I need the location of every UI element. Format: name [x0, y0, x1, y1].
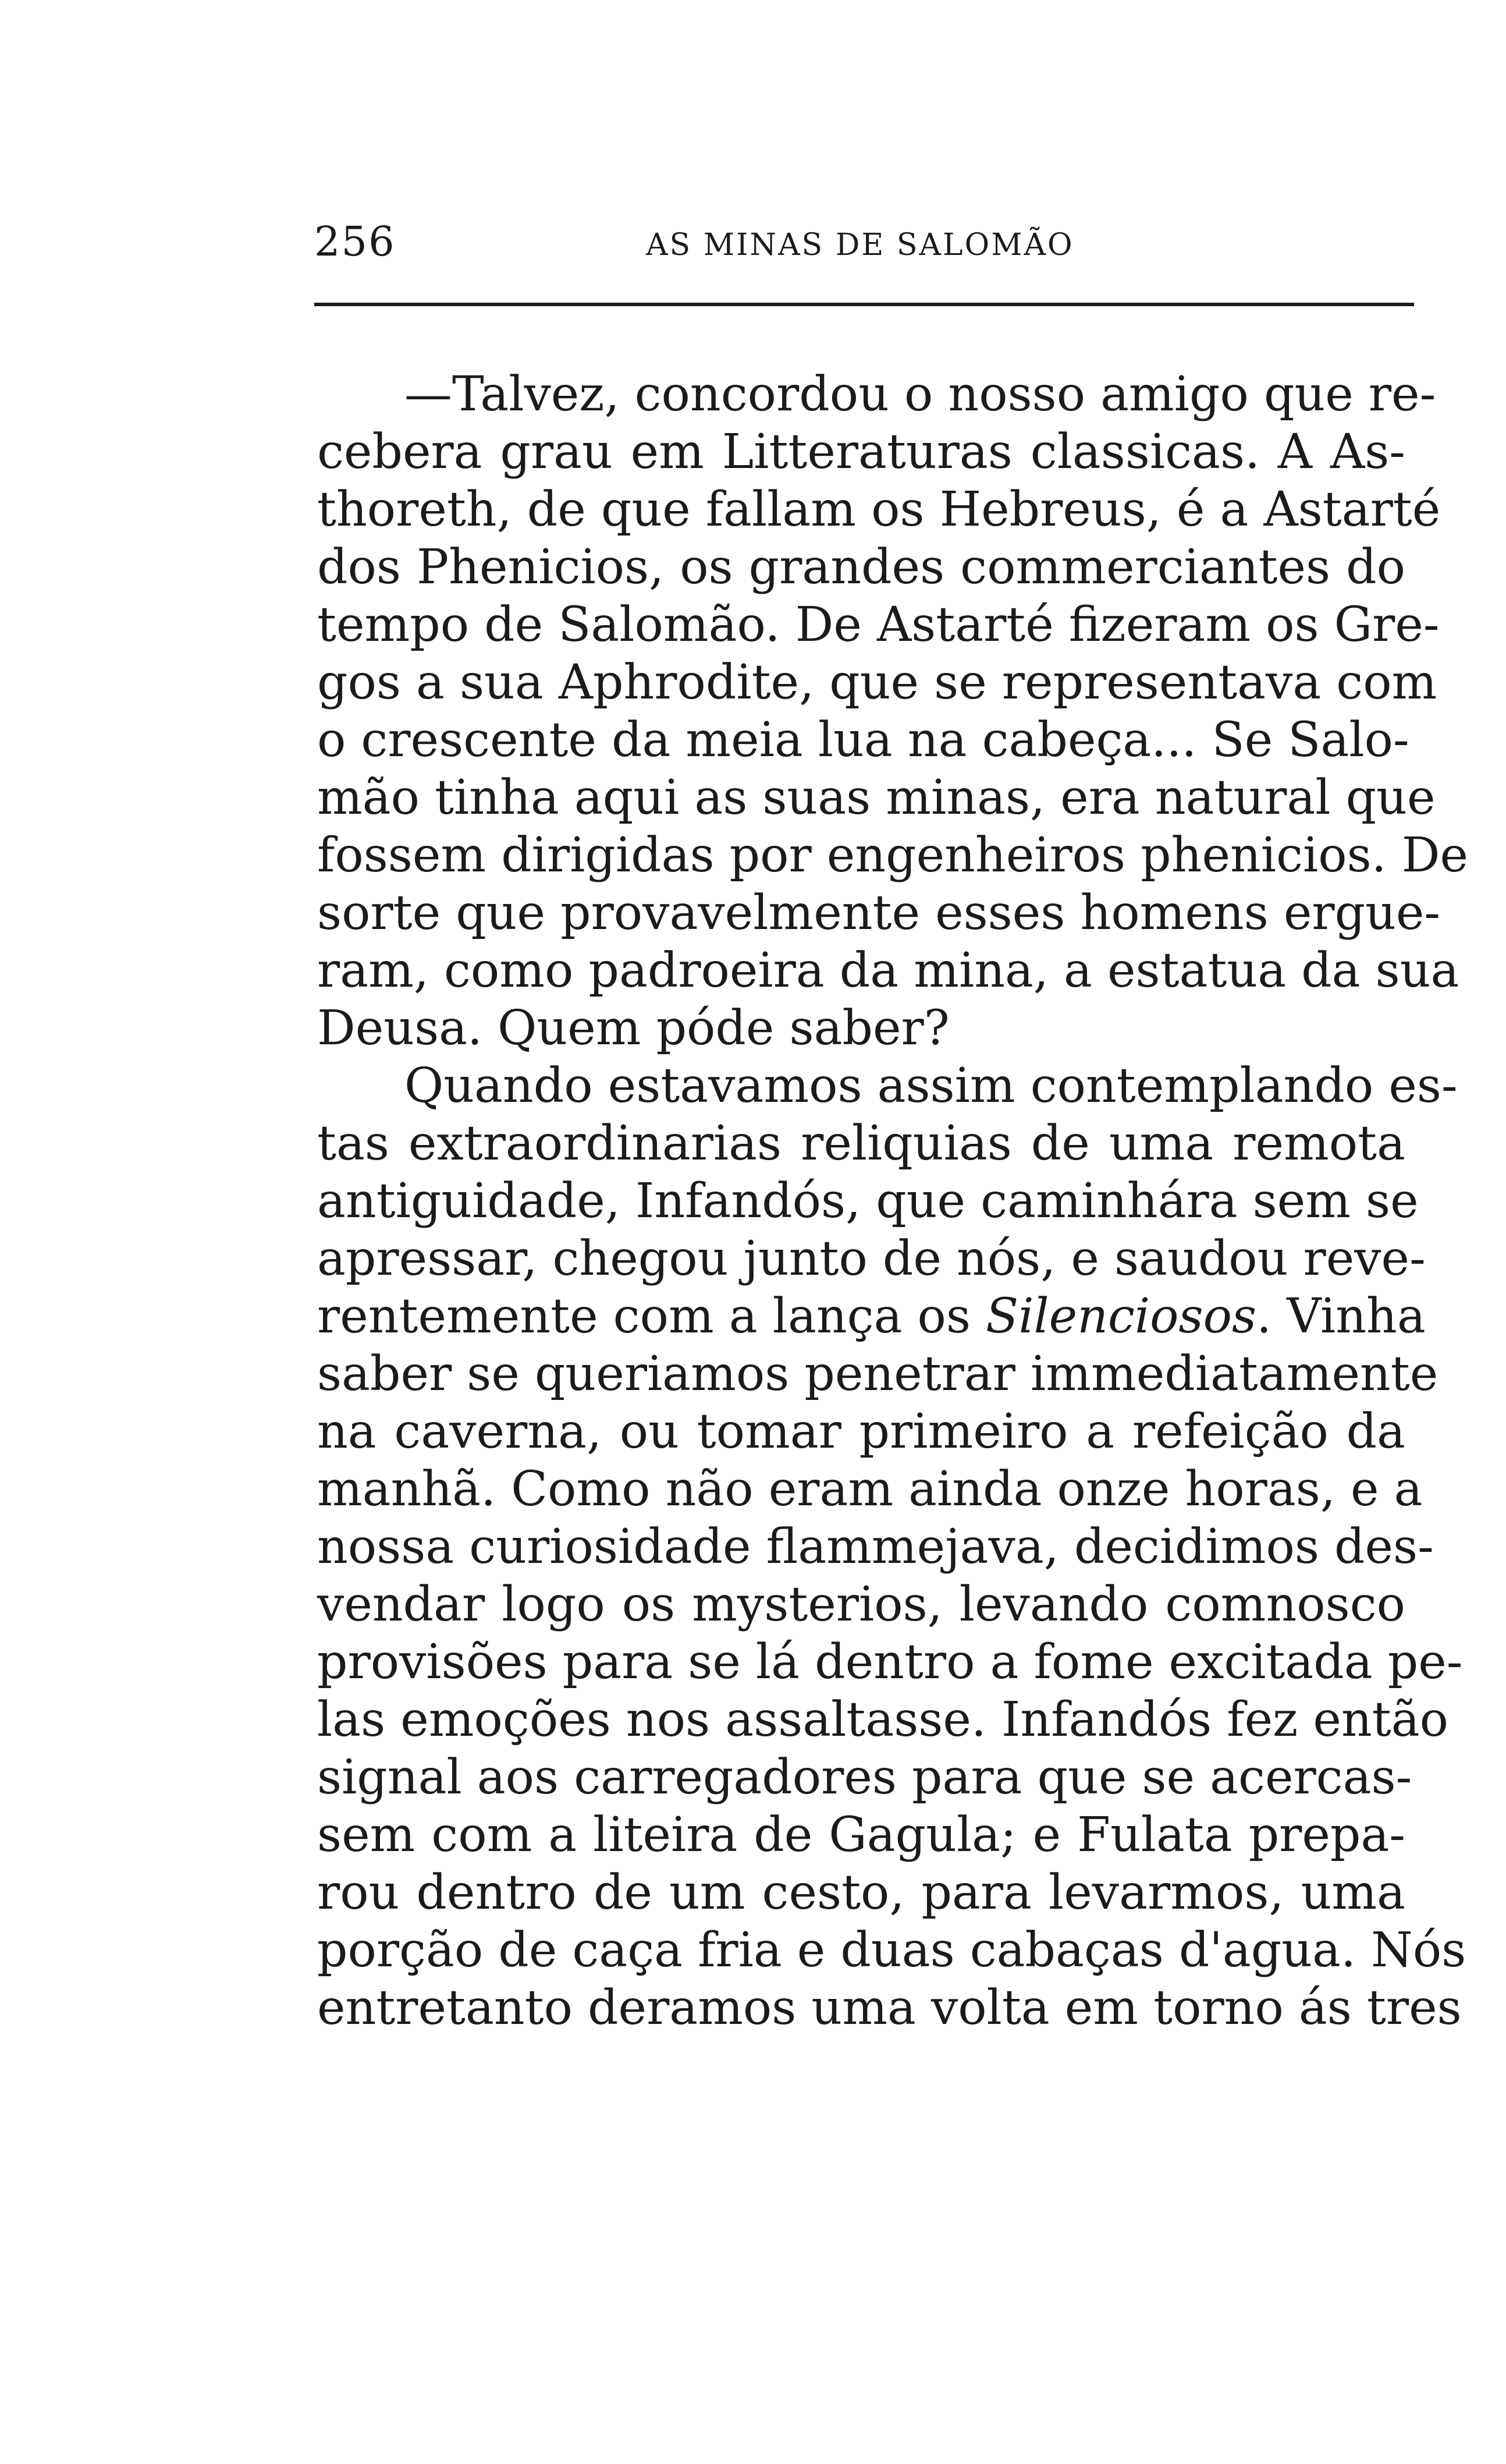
text-line: provisões para se lá dentro a fome excitada pe- [317, 1635, 1463, 1690]
running-title: AS MINAS DE SALOMÃO [646, 228, 1074, 263]
text-line: mão tinha aqui as suas minas, era natural que [317, 770, 1436, 825]
text-line: nossa curiosidade flammejava, decidimos des- [317, 1519, 1434, 1575]
text-line: cebera grau em Litteraturas classicas. A As- [317, 424, 1405, 480]
page-header [314, 210, 1408, 274]
body-text [317, 366, 1469, 2037]
text-line: tas extraordinarias reliquias de uma remota [317, 1116, 1405, 1171]
text-line: fossem dirigidas por engenheiros phenicios. De [317, 828, 1469, 883]
text-line: saber se queriamos penetrar immediatamente [317, 1346, 1438, 1402]
text-line: tempo de Salomão. De Astarté fizeram os Gre- [317, 597, 1440, 653]
text-line: entretanto deramos uma volta em torno ás tres [317, 1980, 1462, 2036]
page-number: 256 [314, 218, 396, 265]
text-line: antiguidade, Infandós, que caminhára sem se [317, 1173, 1419, 1229]
text-line: gos a sua Aphrodite, que se representava com [317, 655, 1437, 710]
text-line: las emoções nos assaltasse. Infandós fez então [317, 1692, 1448, 1747]
text-line: porção de caça fria e duas cabaças d'agua. Nós [317, 1923, 1466, 1978]
text-line: Quando estavamos assim contemplando es- [404, 1058, 1458, 1114]
text-line: rou dentro de um cesto, para levarmos, uma [317, 1865, 1405, 1920]
text-line: ram, como padroeira da mina, a estatua da sua [317, 943, 1459, 998]
text-line: o crescente da meia lua na cabeça... Se Salo- [317, 712, 1409, 768]
text-line: rentemente com a lança os Silenciosos. Vinha [317, 1289, 1426, 1344]
text-line: —Talvez, concordou o nosso amigo que re- [404, 367, 1436, 422]
text-line: manhã. Como não eram ainda onze horas, e a [317, 1462, 1423, 1517]
text-line: sorte que provavelmente esses homens ergue- [317, 885, 1441, 941]
text-line: na caverna, ou tomar primeiro a refeição da [317, 1404, 1405, 1459]
text-line: apressar, chegou junto de nós, e saudou reve- [317, 1231, 1426, 1286]
header-rule [314, 303, 1414, 306]
text-line: thoreth, de que fallam os Hebreus, é a Astarté [317, 482, 1441, 537]
text-line: Deusa. Quem póde saber? [317, 1001, 950, 1056]
text-line: sem com a liteira de Gagula; e Fulata prepa- [317, 1807, 1405, 1863]
italic-word: Silenciosos [986, 1289, 1257, 1344]
text-line: vendar logo os mysterios, levando comnosco [317, 1577, 1405, 1632]
text-line: dos Phenicios, os grandes commerciantes do [317, 540, 1405, 595]
text-line: signal aos carregadores para que se acercas- [317, 1750, 1412, 1805]
